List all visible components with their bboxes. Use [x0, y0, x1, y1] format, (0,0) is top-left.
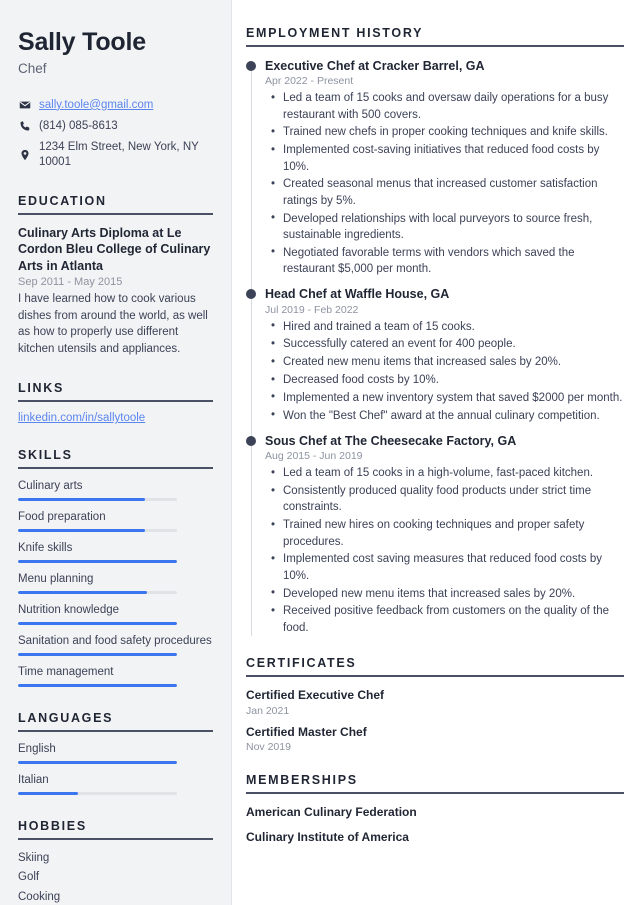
skill-meter-fill: [18, 684, 177, 687]
employment-entry: [265, 433, 624, 636]
employment-title: Executive Chef at Cracker Barrel, GA: [265, 59, 485, 73]
skill: [18, 510, 213, 532]
skill-label: Nutrition knowledge: [18, 603, 120, 616]
link-row: [18, 412, 213, 424]
employment-bullet: • Hired and trained a team of 15 cooks.: [281, 319, 624, 335]
skill-label: Menu planning: [18, 572, 94, 585]
education-entries: [18, 225, 213, 358]
employment-bullets: [265, 90, 624, 277]
certificates-section: [246, 656, 624, 753]
skill: [18, 665, 213, 687]
skill-meter-fill: [18, 622, 177, 625]
language-meter: [18, 761, 177, 764]
skill-meter-fill: [18, 498, 145, 501]
hobby-item: Skiing: [18, 851, 50, 864]
employment-bullet: • Trained new chefs in proper cooking techniques and knife skills.: [281, 124, 624, 140]
languages-list: [18, 742, 213, 795]
skills-list: [18, 479, 213, 687]
contact-list: [18, 98, 213, 170]
skills-heading: SKILLS: [18, 448, 213, 469]
skill: [18, 603, 213, 625]
skill-label: Time management: [18, 665, 114, 678]
education-entry: [18, 225, 213, 358]
education-title: Culinary Arts Diploma at Le Cordon Bleu College of Culinary Arts in Atlanta: [18, 225, 211, 273]
employment-timeline: [246, 58, 624, 636]
resume-main: [232, 0, 640, 905]
certificate-item: [246, 725, 624, 754]
certificate-name: Certified Executive Chef: [246, 688, 385, 703]
hobbies-list: [18, 850, 213, 905]
education-heading: EDUCATION: [18, 194, 213, 215]
skill-meter: [18, 684, 177, 687]
employment-bullets: [265, 319, 624, 424]
links-heading: LINKS: [18, 381, 213, 402]
skill-meter-fill: [18, 591, 147, 594]
skill-label: Sanitation and food safety procedures: [18, 634, 212, 647]
timeline-dot-icon: [246, 436, 256, 446]
skill-meter: [18, 622, 177, 625]
skill-meter-fill: [18, 560, 177, 563]
timeline-dot-icon: [246, 289, 256, 299]
certificates-list: [246, 688, 624, 753]
skill-label: Culinary arts: [18, 480, 83, 493]
memberships-heading: MEMBERSHIPS: [246, 773, 624, 794]
contact-email-link[interactable]: sally.toole@gmail.com: [39, 98, 154, 111]
hobbies-section: [18, 819, 213, 905]
employment-bullet: • Received positive feedback from customers on the quality of the food.: [281, 603, 624, 636]
employment-bullet: • Implemented cost saving measures that reduced food costs by 10%.: [281, 551, 624, 584]
skill-meter: [18, 498, 177, 501]
employment-bullet: • Trained new hires on cooking techniques and proper safety procedures.: [281, 517, 624, 550]
employment-bullet: • Decreased food costs by 10%.: [281, 372, 624, 388]
links-section: [18, 381, 213, 424]
links-list: [18, 412, 213, 424]
employment-title: Head Chef at Waffle House, GA: [265, 287, 450, 302]
location-pin-icon: [18, 149, 31, 161]
languages-section: [18, 711, 213, 795]
employment-section: [246, 26, 624, 636]
employment-bullet: • Negotiated favorable terms with vendors which saved the restaurant $5,000 per month.: [281, 245, 624, 278]
certificates-heading: CERTIFICATES: [246, 656, 624, 677]
certificate-date: Nov 2019: [246, 741, 291, 754]
language-meter-fill: [18, 792, 78, 795]
employment-title: Sous Chef at The Cheesecake Factory, GA: [265, 434, 517, 449]
hobbies-heading: HOBBIES: [18, 819, 213, 840]
employment-date: Apr 2022 - Present: [265, 75, 354, 88]
contact-row: [18, 119, 213, 134]
contact-text: (814) 085-8613: [39, 119, 118, 132]
certificate-name: Certified Master Chef: [246, 724, 367, 739]
certificate-date: Jan 2021: [246, 704, 290, 717]
skill-meter: [18, 560, 177, 563]
language-label: Italian: [18, 773, 49, 786]
language-meter-fill: [18, 761, 177, 764]
memberships-list: [246, 805, 624, 845]
language-label: English: [18, 742, 56, 755]
membership-item: American Culinary Federation: [246, 805, 417, 820]
employment-bullet: • Won the "Best Chef" award at the annual culinary competition.: [281, 408, 624, 424]
employment-entry: [265, 286, 624, 424]
skill-meter: [18, 591, 177, 594]
employment-heading: EMPLOYMENT HISTORY: [246, 26, 624, 47]
certificate-item: [246, 688, 624, 717]
employment-bullet: • Implemented a new inventory system that saved $2000 per month.: [281, 390, 624, 406]
languages-heading: LANGUAGES: [18, 711, 213, 732]
timeline-dot-icon: [246, 61, 256, 71]
hobby-item: Cooking: [18, 891, 61, 904]
employment-bullet: • Implemented cost-saving initiatives that reduced food costs by 10%.: [281, 142, 624, 175]
skill: [18, 479, 213, 501]
skill-meter: [18, 653, 177, 656]
skill: [18, 634, 213, 656]
language-meter: [18, 792, 177, 795]
skill-meter-fill: [18, 529, 145, 532]
skill: [18, 541, 213, 563]
profile-link[interactable]: linkedin.com/in/sallytoole: [18, 412, 146, 425]
employment-bullet: • Successfully catered an event for 400 people.: [281, 336, 624, 352]
employment-bullet: • Developed new menu items that increased sales by 20%.: [281, 586, 624, 602]
envelope-icon: [18, 99, 31, 111]
skill: [18, 572, 213, 594]
employment-bullet: • Developed relationships with local purveyors to source fresh, sustainable ingredients.: [281, 211, 624, 244]
employment-date: Jul 2019 - Feb 2022: [265, 303, 359, 316]
candidate-job-title: Chef: [18, 60, 47, 76]
membership-item: Culinary Institute of America: [246, 829, 409, 844]
memberships-section: [246, 773, 624, 845]
employment-bullet: • Led a team of 15 cooks in a high-volume, fast-paced kitchen.: [281, 465, 624, 481]
education-description: I have learned how to cook various dishes from around the world, as well as how to properly use different kitchen utensils and appliances.: [18, 293, 208, 355]
language: [18, 742, 213, 764]
contact-row: [18, 98, 213, 113]
employment-bullets: [265, 465, 624, 636]
education-date: Sep 2011 - May 2015: [18, 276, 123, 289]
hobby-item: Golf: [18, 871, 40, 884]
employment-date: Aug 2015 - Jun 2019: [265, 450, 363, 463]
phone-icon: [18, 120, 31, 132]
skill-label: Knife skills: [18, 542, 73, 554]
employment-bullet: • Consistently produced quality food products under strict time constraints.: [281, 483, 624, 516]
employment-bullet: • Created new menu items that increased sales by 20%.: [281, 354, 624, 370]
skill-label: Food preparation: [18, 511, 106, 524]
skill-meter-fill: [18, 653, 177, 656]
language: [18, 773, 213, 795]
employment-bullet: • Led a team of 15 cooks and oversaw daily operations for a busy restaurant with 500 covers.: [281, 90, 624, 123]
resume-sidebar: [0, 0, 232, 905]
contact-row: [18, 140, 213, 170]
employment-bullet: • Created seasonal menus that increased customer satisfaction ratings by 5%.: [281, 176, 624, 209]
education-section: [18, 194, 213, 358]
skills-section: [18, 448, 213, 687]
candidate-name: Sally Toole: [18, 28, 146, 56]
contact-text: 1234 Elm Street, New York, NY 10001: [39, 140, 199, 168]
employment-entry: [265, 58, 624, 277]
skill-meter: [18, 529, 177, 532]
